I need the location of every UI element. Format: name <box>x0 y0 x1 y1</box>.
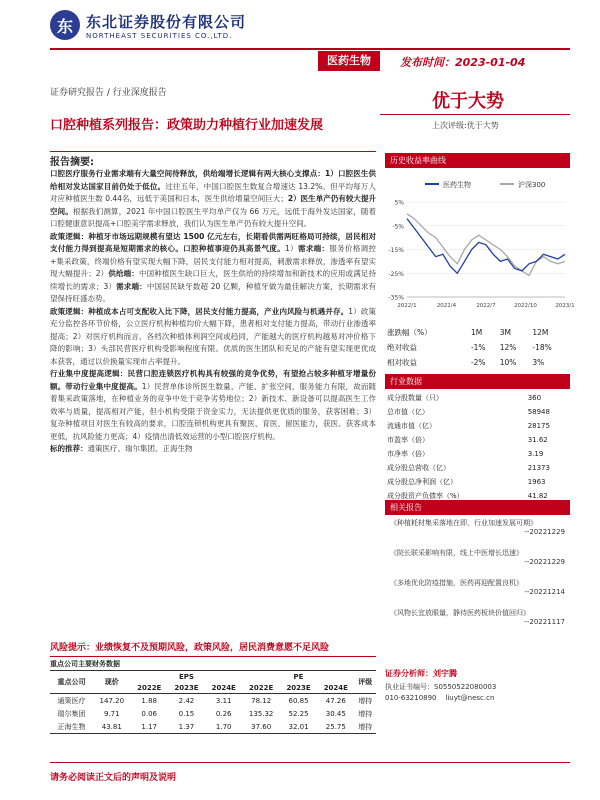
logo-mark-icon: 东 <box>50 10 80 40</box>
related-report-item[interactable]: 《种植耗材集采落地在即，行业加速发展可期》 --20221229 <box>390 519 565 536</box>
y-tick-label: -35% <box>388 294 404 302</box>
y-tick-label: 5% <box>394 199 404 207</box>
paragraph: 口腔医疗服务行业需求端有大量空间待释放，供给端增长逻辑有两大核心支撑点：1）口腔医生供给相对发达国家目前仍处于低位。过往五年，中国口腔医生数复合增速达 13.2%。但平均每万人对应种植医生数 0.44名，远低于美国和日本，医生供给增量空间巨大；2）医生单产仍有较大提升空间。根据我们测算，2021 年中国口腔医生平均单产仅为 66 万元，远低于海外发达国家，随着口腔健康意识提高+口腔美学需求释放，我们认为医生单产仍有较大提升空间。 <box>50 169 377 228</box>
industry-heading: 行业数据 <box>385 374 570 389</box>
company-name-cn: 东北证券股份有限公司 <box>86 12 247 31</box>
table-row: 相对收益 -2% 10% 3% <box>387 358 545 367</box>
table-header-row: 重点公司 现价 EPS PE 评级 <box>50 671 376 683</box>
x-tick-label: 2022/1 <box>397 303 417 309</box>
publish-date: 发布时间：2023-01-04 <box>400 56 526 69</box>
email-link[interactable]: liuyt@nesc.cn <box>445 694 495 702</box>
table-caption: 重点公司主要财务数据 <box>50 660 120 668</box>
table-row: 正海生物 43.81 1.17 1.37 1.70 37.60 32.01 25.75 增持 <box>50 720 376 734</box>
y-tick-label: -5% <box>392 223 404 231</box>
table-row: 通策医疗 147.20 1.88 2.42 3.11 78.12 60.85 47.26 增持 <box>50 694 376 708</box>
x-tick-label: 2022/7 <box>476 303 496 309</box>
industry-table <box>385 390 570 504</box>
analyst-contact <box>385 682 496 704</box>
y-tick-label: -25% <box>388 270 404 278</box>
footer-divider <box>50 762 570 763</box>
analyst-name: 证券分析师：刘宇腾 <box>385 669 457 678</box>
financial-table <box>50 670 376 734</box>
paragraph: 政策逻辑：种植牙市场远期规模有望达 1500 亿元左右，长期看供需两旺格局可持续，居民相对支付能力得到提高是短期需求的核心。口腔种植事迎仍具高景气度。1）需求端：服务价格调控+集采政策，终端价格有望实现大幅下降，居民支付能力相对提高，刺激需求释放，渗透率有望实现大幅提升；2）供给端：中国种植医生缺口巨大，医生供给的持续增加和新技术的应用或满足持续增长的需求；3）需求端：中国居民缺牙数超 20 亿颗，种植牙做为最佳解决方案，长期需求有望保持旺盛态势。 <box>50 231 377 303</box>
table-header-row: 2022E 2023E 2024E 2022E 2023E 2024E <box>137 683 348 692</box>
chart-heading: 历史收益率曲线 <box>385 153 570 168</box>
report-title: 口腔种植系列报告：政策助力种植行业加速发展 <box>50 118 324 133</box>
table-row: 总市值（亿） 58948 <box>387 408 550 416</box>
phone: 010-63210890 <box>385 694 437 702</box>
x-tick-label: 2022/4 <box>436 303 457 309</box>
table-row: 成分股总营收（亿） 21373 <box>387 464 550 472</box>
header-divider <box>50 48 570 50</box>
table-row: 流通市值（亿） 28175 <box>387 422 550 430</box>
table-row: 成分股资产负债率（%） 41.82 <box>387 492 548 500</box>
related-reports-heading: 相关报告 <box>385 500 570 515</box>
risk-warning: 风险提示：业绩恢复不及预期风险，政策风险，居民消费意愿不足风险 <box>50 643 330 653</box>
company-logo <box>50 10 246 40</box>
x-tick-label: 2023/1 <box>555 303 575 309</box>
y-tick-label: -15% <box>388 247 404 254</box>
legend-label: 沪深300 <box>518 181 546 189</box>
table-row: 瑞尔集团 9.71 0.06 0.15 0.26 135.32 52.25 30.45 增持 <box>57 709 373 718</box>
summary-divider <box>50 151 376 152</box>
series-line <box>407 219 565 274</box>
rating-divider <box>380 114 570 115</box>
legend-label: 医药生物 <box>443 181 471 189</box>
related-report-item[interactable]: 《院长联采影响有限，线上中医增长迅速》 --20221229 <box>390 549 565 566</box>
related-report-item[interactable]: 《风物长宜放眼量，静待医药板块价值回归》 --20221117 <box>390 609 565 626</box>
risk-divider <box>50 656 376 657</box>
table-row: 成分股总净利润（亿） 1963 <box>387 478 546 486</box>
sector-badge: 医药生物 <box>318 51 380 71</box>
table-row: 成分股数量（只） 360 <box>387 394 542 402</box>
paragraph: 行业集中度提高逻辑：民营口腔连锁医疗机构具有较强的竞争优势，有望抢占较多种植牙增量份额。带动行业集中度提高。1）民营单体诊所医生数量、产能、扩张空间，服务能力有限，故而随着集采政策落地，在种植业务的竞争中处于竞争劣势地位；2）新技术、新设备可以提高医生工作效率与质量，提高相对产能，但小机构受限于资金实力，无法提供更优质的服务，获客困难；3）复杂种植项目对医生有较高的要求，口腔连锁机构更具有聚医、育医、留医能力，获医、获客成本更低，抗风险能力更高；4）疫情出清低效运营的小型口腔医疗机构。 <box>50 369 376 441</box>
paragraph: 标的推荐：通策医疗、瑞尔集团、正海生物 <box>50 444 193 453</box>
paragraph: 政策逻辑：种植成本占可支配收入比下降，居民支付能力提高，产业内风险与机遇并存。1）政策充分监控各环节价格，公立医疗机构种植均价大幅下降，患者相对支付能力提高，带动行业渗透率提高；2）对医疗机构而言，各档次种植体利润空间或趋同，产能越大的医疗机构越易对冲价格下降的影响；3）头部民营医疗机构受影响程度有限。优质的医生团队和充足的产能有望实现更优成本获客，通过以价换量实现市占率提升。 <box>50 306 376 366</box>
breadcrumb: 证券研究报告 / 行业深度报告 <box>50 88 167 98</box>
license-number: 执业证书编号：S0550522080003 <box>385 683 497 691</box>
x-tick-label: 2022/10 <box>514 303 537 309</box>
table-row: 绝对收益 -1% 12% -18% <box>387 343 552 352</box>
table-row: 市盈率（倍） 31.62 <box>387 436 548 444</box>
return-chart <box>385 172 575 312</box>
table-row: 市净率（倍） 3.19 <box>387 450 544 458</box>
performance-table <box>385 324 570 371</box>
company-name-en: NORTHEAST SECURITIES CO.,LTD. <box>86 31 233 40</box>
summary-heading: 报告摘要: <box>50 157 94 168</box>
contact-line <box>385 693 496 704</box>
previous-rating: 上次评级:优于大势 <box>432 121 499 130</box>
summary-body <box>50 168 376 456</box>
disclaimer: 请务必阅读正文后的声明及说明 <box>50 773 177 783</box>
table-row: 涨跌幅（%） 1M 3M 12M <box>387 328 549 337</box>
related-report-item[interactable]: 《多地优化防疫措施，医药再迎配置良机》 --20221214 <box>390 579 565 596</box>
rating: 优于大势 <box>432 91 504 112</box>
